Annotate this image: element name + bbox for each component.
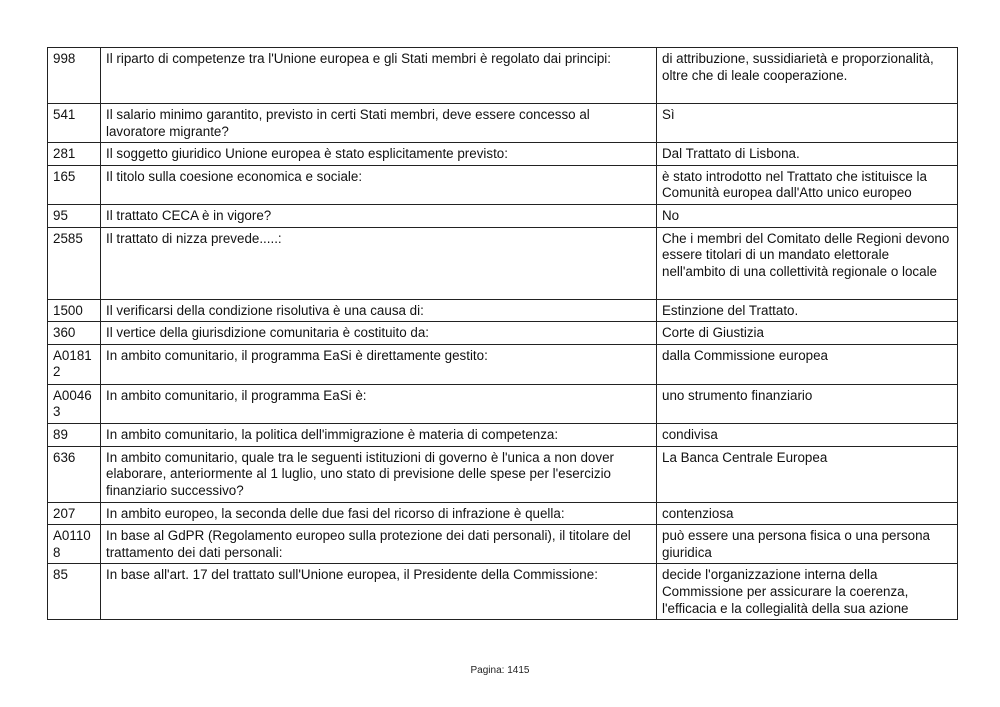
table-row (48, 165, 958, 204)
table-row (48, 423, 958, 446)
question-id: 95 (48, 204, 101, 227)
question-id: A01812 (48, 344, 101, 384)
table-row (48, 384, 958, 423)
answer-text: Dal Trattato di Lisbona. (657, 143, 958, 166)
question-text: Il verificarsi della condizione risolutiva è una causa di: (101, 299, 657, 322)
table-row (48, 104, 958, 143)
answer-text: decide l'organizzazione interna della Commissione per assicurare la coerenza, l'efficacia e la collegialità della sua azione (657, 564, 958, 620)
answer-text: Che i membri del Comitato delle Regioni devono essere titolari di un mandato elettorale nell'ambito di una collettività regionale o locale (657, 227, 958, 299)
page-number: Pagina: 1415 (470, 665, 530, 676)
answer-text: uno strumento finanziario (657, 384, 958, 423)
table-row (48, 446, 958, 502)
question-id: 85 (48, 564, 101, 620)
answer-text: è stato introdotto nel Trattato che istituisce la Comunità europea dall'Atto unico europeo (657, 165, 958, 204)
table-row (48, 502, 958, 525)
answer-text: Corte di Giustizia (657, 322, 958, 345)
question-text: Il salario minimo garantito, previsto in certi Stati membri, deve essere concesso al lavoratore migrante? (101, 104, 657, 143)
qa-table-body (48, 48, 958, 620)
question-id: 89 (48, 423, 101, 446)
table-row (48, 204, 958, 227)
answer-text: dalla Commissione europea (657, 344, 958, 384)
question-id: A00463 (48, 384, 101, 423)
answer-text: Estinzione del Trattato. (657, 299, 958, 322)
question-text: Il trattato CECA è in vigore? (101, 204, 657, 227)
question-id: 281 (48, 143, 101, 166)
table-row (48, 143, 958, 166)
question-id: 165 (48, 165, 101, 204)
question-text: In base all'art. 17 del trattato sull'Unione europea, il Presidente della Commissione: (101, 564, 657, 620)
question-id: 207 (48, 502, 101, 525)
question-text: Il trattato di nizza prevede.....: (101, 227, 657, 299)
table-row (48, 344, 958, 384)
answer-text: No (657, 204, 958, 227)
question-text: In ambito comunitario, la politica dell'immigrazione è materia di competenza: (101, 423, 657, 446)
question-id: 541 (48, 104, 101, 143)
qa-table (47, 47, 958, 620)
table-row (48, 322, 958, 345)
table-row (48, 299, 958, 322)
table-row (48, 227, 958, 299)
question-text: Il titolo sulla coesione economica e sociale: (101, 165, 657, 204)
question-id: 636 (48, 446, 101, 502)
question-id: 1500 (48, 299, 101, 322)
question-text: In base al GdPR (Regolamento europeo sulla protezione dei dati personali), il titolare del trattamento dei dati personali: (101, 525, 657, 564)
question-text: Il riparto di competenze tra l'Unione europea e gli Stati membri è regolato dai principi: (101, 48, 657, 104)
question-id: 2585 (48, 227, 101, 299)
question-text: In ambito comunitario, quale tra le seguenti istituzioni di governo è l'unica a non dover elaborare, anteriormente al 1 luglio, uno stato di previsione delle spese per l'esercizio finanziario successivo? (101, 446, 657, 502)
answer-text: Sì (657, 104, 958, 143)
question-text: Il vertice della giurisdizione comunitaria è costituito da: (101, 322, 657, 345)
answer-text: condivisa (657, 423, 958, 446)
question-id: A01108 (48, 525, 101, 564)
table-row (48, 48, 958, 104)
question-text: In ambito comunitario, il programma EaSi è: (101, 384, 657, 423)
question-text: In ambito comunitario, il programma EaSi è direttamente gestito: (101, 344, 657, 384)
answer-text: contenziosa (657, 502, 958, 525)
answer-text: La Banca Centrale Europea (657, 446, 958, 502)
answer-text: di attribuzione, sussidiarietà e proporzionalità, oltre che di leale cooperazione. (657, 48, 958, 104)
question-id: 998 (48, 48, 101, 104)
table-row (48, 564, 958, 620)
table-row (48, 525, 958, 564)
question-text: Il soggetto giuridico Unione europea è stato esplicitamente previsto: (101, 143, 657, 166)
question-id: 360 (48, 322, 101, 345)
answer-text: può essere una persona fisica o una persona giuridica (657, 525, 958, 564)
question-text: In ambito europeo, la seconda delle due fasi del ricorso di infrazione è quella: (101, 502, 657, 525)
